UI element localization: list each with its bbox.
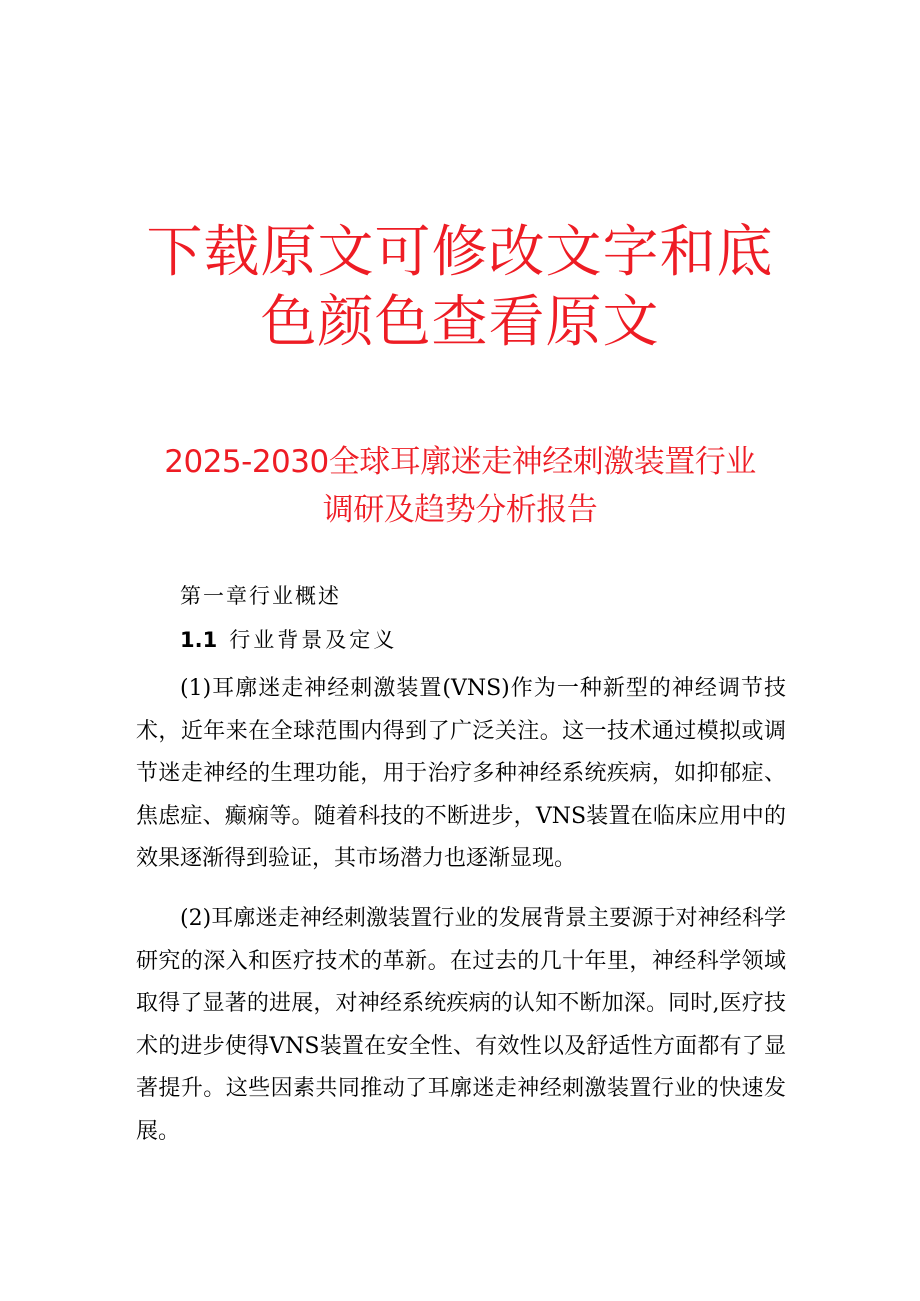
report-title-line-2: 调研及趋势分析报告 [322, 492, 598, 528]
banner-line-1: 下载原文可修改文字和底 [146, 220, 774, 285]
banner-line-2: 色颜色查看原文 [260, 290, 660, 355]
section-number: 1.1 [180, 628, 218, 652]
chapter-heading: 第一章行业概述 [180, 584, 341, 608]
paragraph-2: (2)耳廓迷走神经刺激装置行业的发展背景主要源于对神经科学研究的深入和医疗技术的革新。在过去的几十年里，神经科学领域取得了显著的进展，对神经系统疾病的认知不断加深。同时,医疗技术的进步使得VNS装置在安全性、有效性以及舒适性方面都有了显著提升。这些因素共同推动了耳廓迷走神经刺激装置行业的快速发展。 [136, 906, 786, 1144]
report-title-line-1: 2025-2030全球耳廓迷走神经刺激装置行业 [164, 444, 756, 480]
section-heading [180, 622, 397, 658]
paragraph-1: (1)耳廓迷走神经刺激装置(VNS)作为一种新型的神经调节技术，近年来在全球范围内得到了广泛关注。这一技术通过模拟或调节迷走神经的生理功能，用于治疗多种神经系统疾病，如抑郁症、焦虑症、癫痫等。随着科技的不断进步，VNS装置在临床应用中的效果逐渐得到验证，其市场潜力也逐渐显现。 [136, 676, 786, 871]
download-banner [0, 218, 920, 358]
section-title: 行业背景及定义 [229, 628, 398, 652]
report-title [0, 438, 920, 534]
